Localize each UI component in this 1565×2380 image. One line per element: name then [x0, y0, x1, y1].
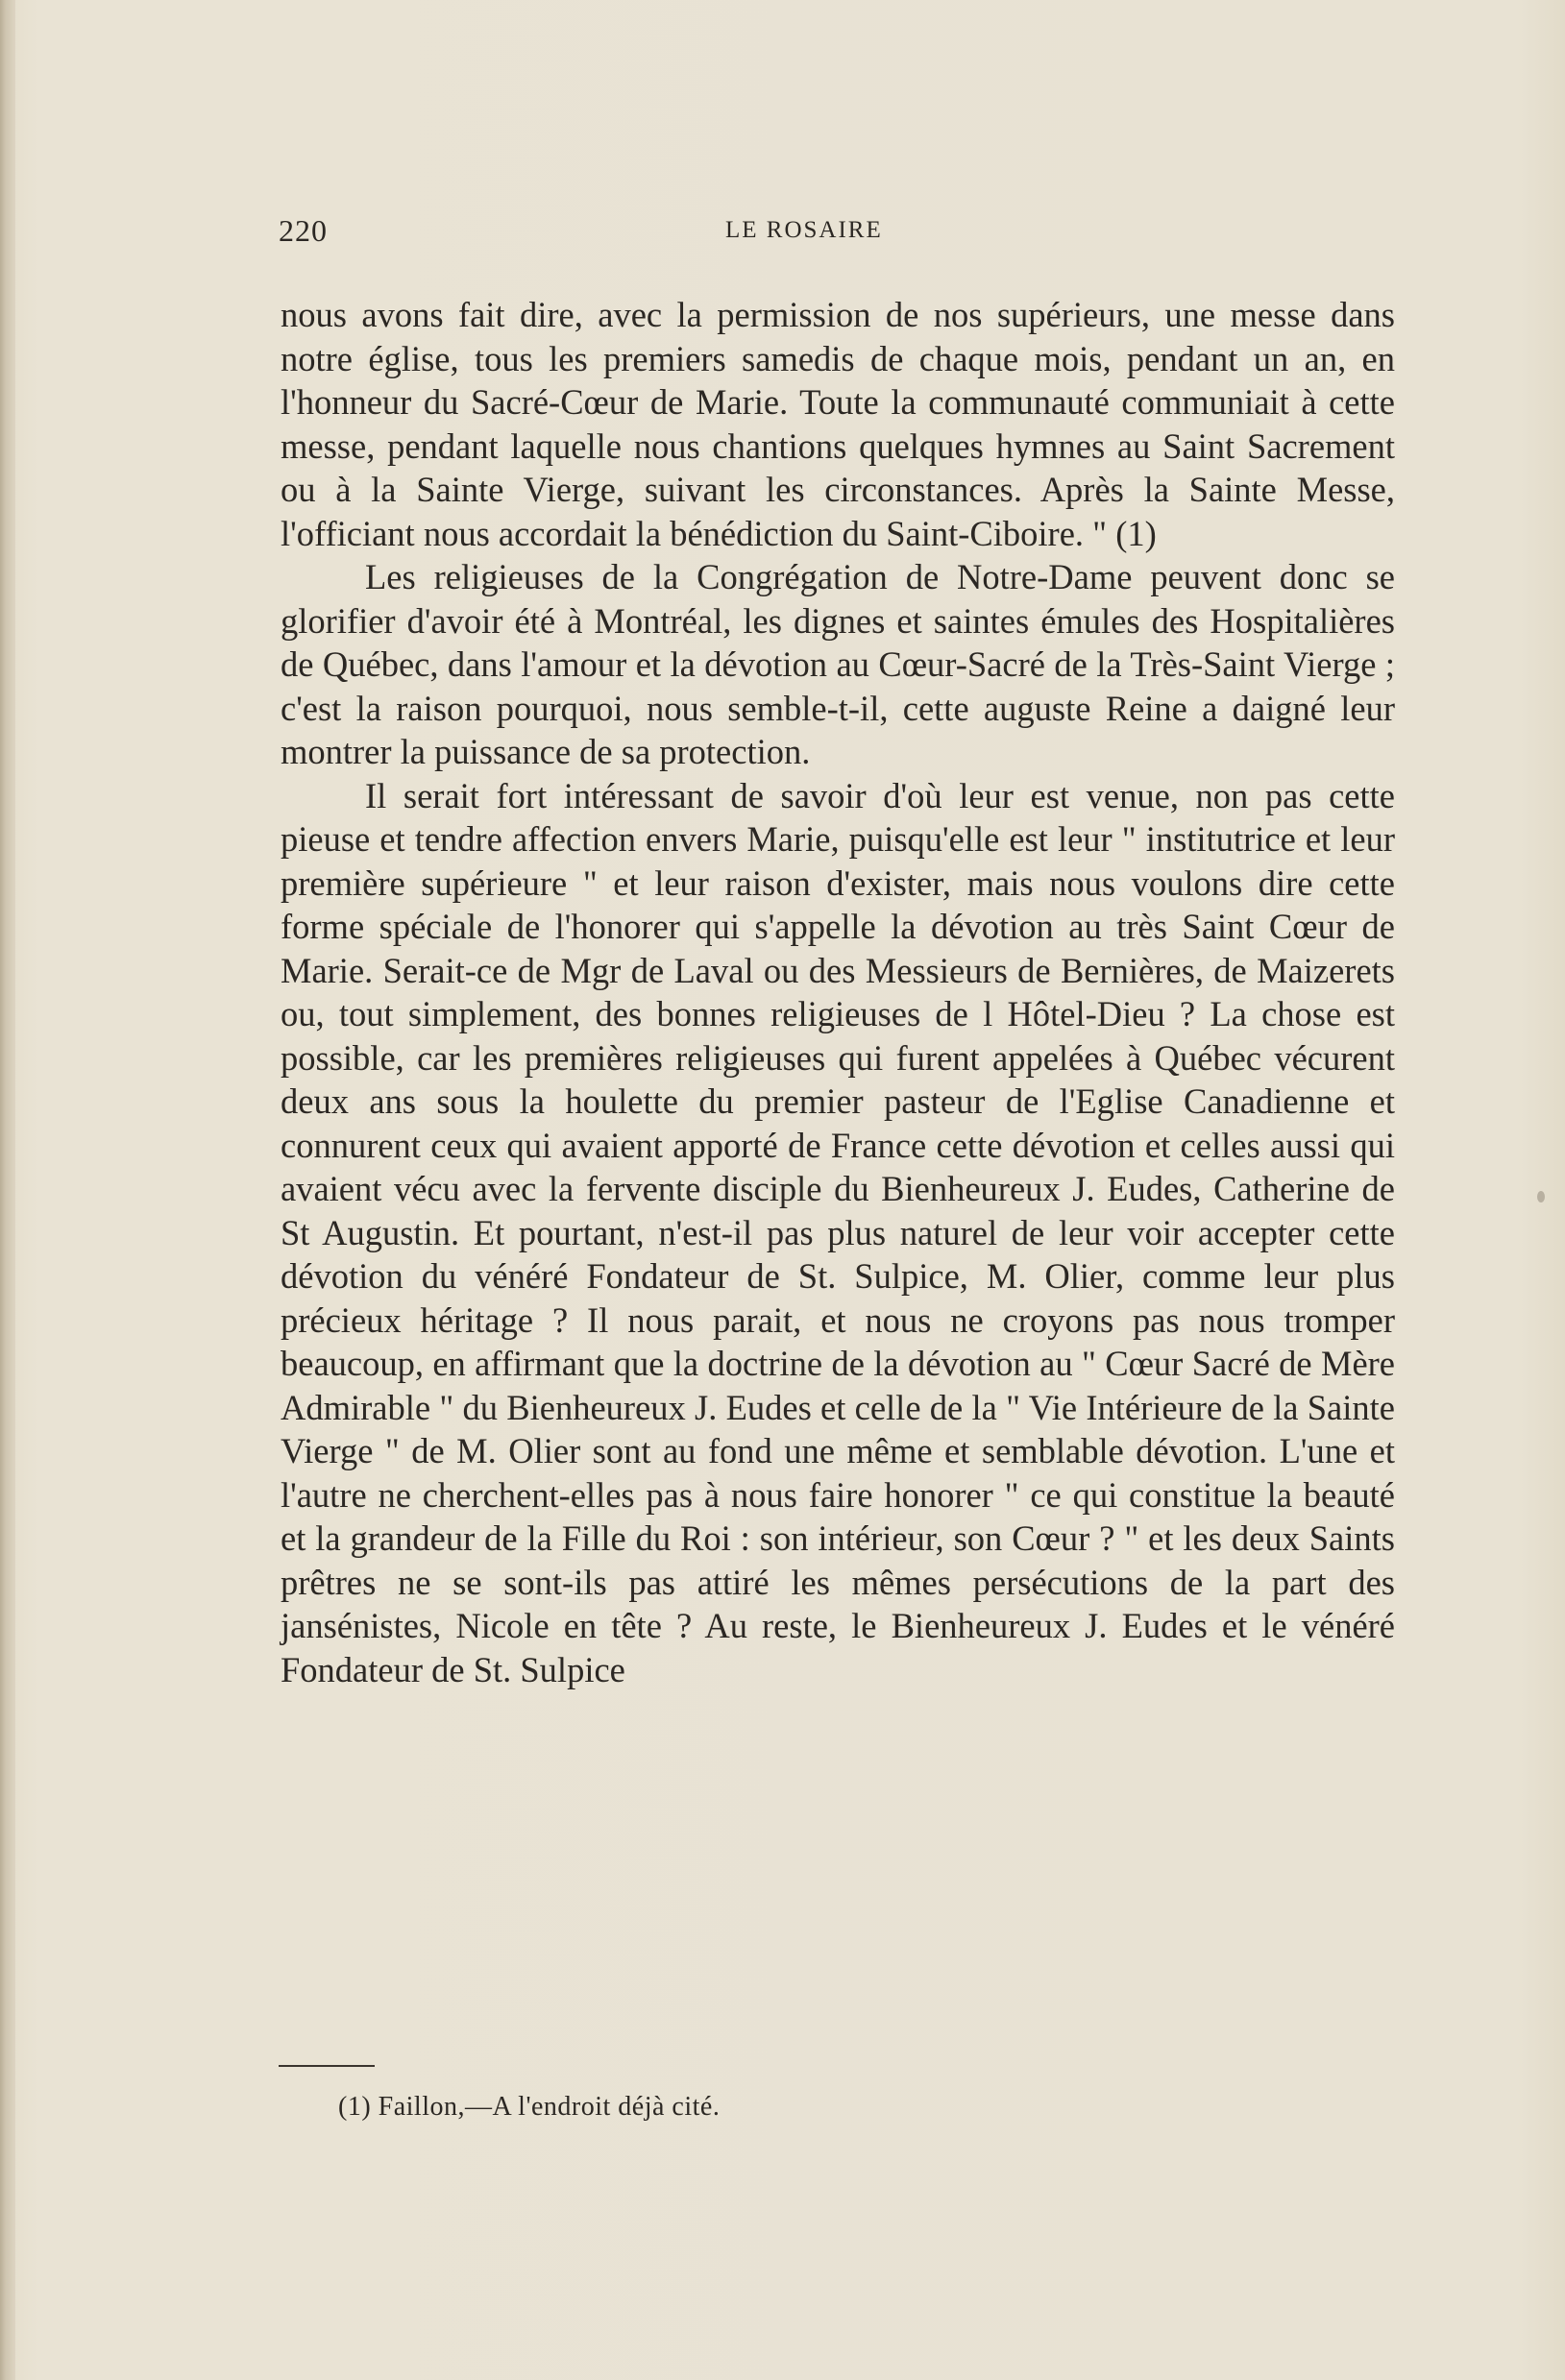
paper-speck: [1537, 1191, 1545, 1202]
running-head: LE ROSAIRE: [725, 217, 883, 243]
paragraph-2: Les religieuses de la Congrégation de Notre-Dame peuvent donc se glorifier d'avoir été à Montréal, les dignes et saintes émules des Hospitalières de Québec, dans l'amour et la dévotion au Cœur-Sacré de la Très-Saint Vierge ; c'est la raison pourquoi, nous semble-t-il, cette auguste Reine a daigné leur montrer la puissance de sa protection.: [281, 557, 1395, 771]
body-text: [281, 293, 1395, 1691]
page-binding-edge: [0, 0, 15, 2380]
page-header: [279, 213, 1393, 252]
footnote: (1) Faillon,—A l'endroit déjà cité.: [338, 2092, 721, 2122]
page-number: 220: [279, 213, 328, 248]
paragraph-3: Il serait fort intéressant de savoir d'où leur est venue, non pas cette pieuse et tendre affection envers Marie, puisqu'elle est leur " institutrice et leur première supérieure " et leur raison d'exister, mais nous voulons dire cette forme spéciale de l'honorer qui s'appelle la dévotion au très Saint Cœur de Marie. Serait-ce de Mgr de Laval ou des Messieurs de Bernières, de Maizerets ou, tout simplement, des bonnes religieuses de l Hôtel-Dieu ? La chose est possible, car les premières religieuses qui furent appelées à Québec vécurent deux ans sous la houlette du premier pasteur de l'Eglise Canadienne et connurent ceux qui avaient apporté de France cette dévotion et celles aussi qui avaient vécu avec la fervente disciple du Bienheureux J. Eudes, Catherine de St Augustin. Et pourtant, n'est-il pas plus naturel de leur voir accepter cette dévotion du vénéré Fondateur de St. Sulpice, M. Olier, comme leur plus précieux héritage ? Il nous parait, et nous ne croyons pas nous tromper beaucoup, en affirmant que la doctrine de la dévotion au " Cœur Sacré de Mère Admirable " du Bienheureux J. Eudes et celle de la " Vie Intérieure de la Sainte Vierge " de M. Olier sont au fond une même et semblable dévotion. L'une et l'autre ne cherchent-elles pas à nous faire honorer " ce qui constitue la beauté et la grandeur de la Fille du Roi : son intérieur, son Cœur ? " et les deux Saints prêtres ne se sont-ils pas attiré les mêmes persécutions de la part des jansénistes, Nicole en tête ? Au reste, le Bienheureux J. Eudes et le vénéré Fondateur de St. Sulpice: [281, 775, 1395, 1689]
footnote-rule: [279, 2065, 375, 2067]
paragraph-1: nous avons fait dire, avec la permission de nos supérieurs, une messe dans notre église, tous les premiers samedis de chaque mois, pendant un an, en l'honneur du Sacré-Cœur de Marie. Toute la communauté communiait à cette messe, pendant laquelle nous chantions quelques hymnes au Saint Sacrement ou à la Sainte Vierge, suivant les circonstances. Après la Sainte Messe, l'officiant nous accordait la bénédiction du Saint-Ciboire. " (1): [281, 295, 1395, 553]
